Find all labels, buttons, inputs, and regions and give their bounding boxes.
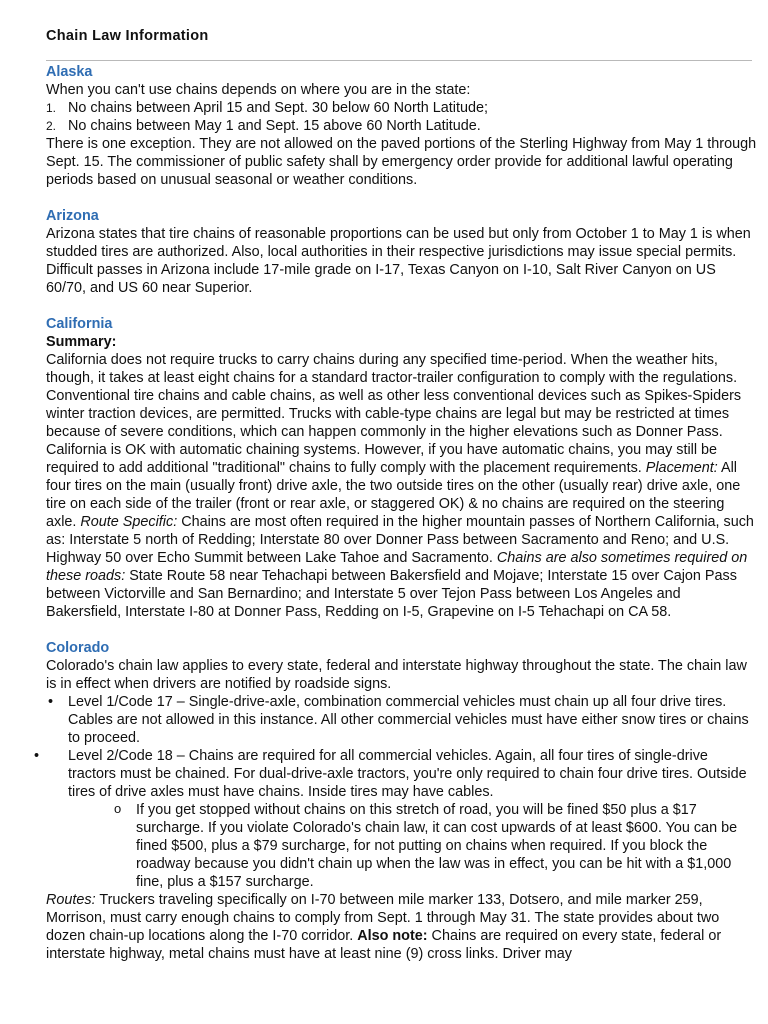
state-heading-colorado: Colorado — [46, 640, 110, 656]
placement-text: All four tires on the main (usually front) drive axle, the two outside tires on the other (usually rear) drive axle, one tire on each side of the trailer (front or rear axle, or staggered OK) & no chains are required on the steering axle. — [46, 460, 741, 530]
list-number: 2. — [46, 119, 57, 133]
placement-label: Placement: — [645, 460, 718, 476]
level1-text: Level 1/Code 17 – Single-drive-axle, combination commercial vehicles must chain up all four drive tires. Cables are not allowed in this instance. All other commercial vehicles must have either snow tires or chains to proceed. — [68, 694, 749, 746]
also-note-text: Chains are required on every state, federal or interstate highway, metal chains must have at least nine (9) cross links. Driver may — [46, 928, 722, 962]
also-required-label: Chains are also sometimes required on these roads: — [46, 550, 748, 584]
routes-label: Routes: — [46, 892, 96, 908]
arizona-body: Arizona states that tire chains of reasonable proportions can be used but only from October 1 to May 1 is when studded tires are authorized. Also, local authorities in their respective jurisdictions may issue special permits. Difficult passes in Arizona include 17-mile grade on I-17, Texas Canyon on I-10, Salt River Canyon on US 60/70, and US 60 near Superior. — [46, 226, 751, 296]
state-heading-arizona: Arizona — [46, 208, 99, 224]
bullet-item-level1 — [46, 693, 758, 747]
section-alaska — [46, 63, 758, 189]
section-colorado — [34, 639, 758, 963]
routes-text: Truckers traveling specifically on I-70 between mile marker 133, Dotsero, and mile marker 259, Morrison, must carry enough chains to comply from Sept. 1 through May 31. The state provides about two dozen chain-up locations along the I-70 corridor. — [46, 892, 720, 944]
bullet-item-level2 — [34, 747, 758, 801]
sub-bullet-item-fines — [46, 801, 758, 891]
also-note-label: Also note: — [357, 928, 428, 944]
bullet-icon: • — [34, 748, 40, 764]
california-body — [46, 351, 758, 621]
document-title: Chain Law Information — [46, 28, 209, 44]
list-number: 1. — [46, 101, 57, 115]
circle-bullet-icon: o — [114, 801, 122, 816]
route-specific-label: Route Specific: — [80, 514, 178, 530]
summary-label: Summary: — [46, 334, 117, 350]
also-required-text: State Route 58 near Tehachapi between Bakersfield and Mojave; Interstate 15 over Cajon Pass between Victorville and San Bernardino; and Interstate 5 over Tejon Pass between Los Angeles and Bakersfield, Interstate I-80 at Donner Pass, Redding on I-5, Grapevine on I-5 Tehachapi on CA 58. — [46, 568, 737, 620]
list-item-text: No chains between May 1 and Sept. 15 above 60 North Latitude. — [68, 118, 481, 134]
colorado-routes — [46, 891, 758, 963]
state-heading-alaska: Alaska — [46, 64, 93, 80]
alaska-intro: When you can't use chains depends on where you are in the state: — [46, 82, 471, 98]
section-california — [46, 315, 758, 621]
colorado-intro: Colorado's chain law applies to every state, federal and interstate highway throughout the state. The chain law is in effect when drivers are notified by roadside signs. — [46, 658, 747, 692]
document-body — [34, 63, 758, 963]
fines-text: If you get stopped without chains on this stretch of road, you will be fined $50 plus a $17 surcharge. If you violate Colorado's chain law, it can cost upwards of at least $600. You can be fined $500, plus a $79 surcharge, for not putting on chains when required. If you block the roadway because you didn't chain up when the law was in effect, you can be hit with a $1,000 fine, plus a $157 surcharge. — [136, 802, 738, 890]
bullet-icon: • — [48, 694, 54, 710]
list-item — [46, 99, 758, 117]
state-heading-california: California — [46, 316, 113, 332]
route-specific-text: Chains are most often required in the higher mountain passes of Northern California, such as: Interstate 5 north of Redding; Interstate 80 over Donner Pass between Sacramento and Reno; and U.S. Highway 50 over Echo Summit between Lake Tahoe and Sacramento. — [46, 514, 754, 566]
list-item — [46, 117, 758, 135]
alaska-exception: There is one exception. They are not allowed on the paved portions of the Sterling Highway from May 1 through Sept. 15. The commissioner of public safety shall by emergency order provide for additional lawful operating periods based on unusual seasonal or weather conditions. — [46, 136, 757, 188]
section-arizona — [46, 207, 758, 297]
title-divider — [46, 60, 752, 61]
california-p1: California does not require trucks to carry chains during any specified time-period. When the weather hits, though, it takes at least eight chains for a standard tractor-trailer configuration to comply with the regulations. Conventional tire chains and cable chains, as well as other less conventional devices such as Spikes-Spiders winter traction devices, are permitted. Trucks with cable-type chains are legal but may be restricted at times because of severe conditions, which can happen commonly in the higher elevations such as Donner Pass. California is OK with automatic chaining systems. However, if you have automatic chains, you may still be required to add additional "traditional" chains to fully comply with the placement requirements. — [46, 352, 742, 476]
level2-text: Level 2/Code 18 – Chains are required for all commercial vehicles. Again, all four tires of single-drive tractors must be chained. For dual-drive-axle tractors, you're only required to chain four drive tires. Outside tires of drive axles must have chains. Inside tires may have cables. — [68, 748, 747, 800]
list-item-text: No chains between April 15 and Sept. 30 below 60 North Latitude; — [68, 100, 489, 116]
